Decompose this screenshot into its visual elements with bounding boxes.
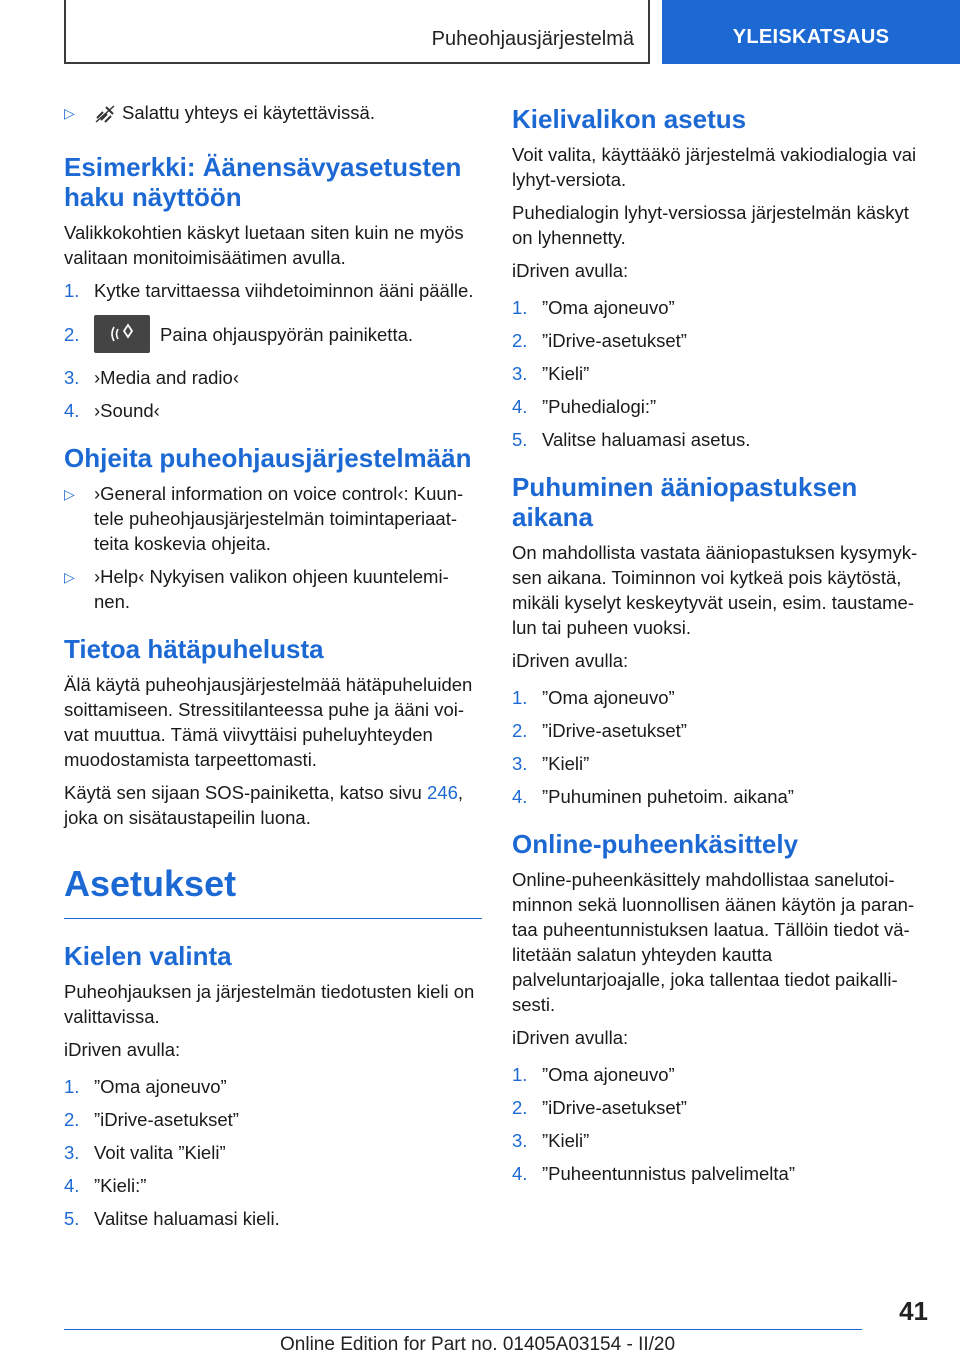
list-item — [512, 784, 930, 809]
step-text: Kytke tarvittaessa viihdetoiminnon ääni päälle. — [94, 280, 474, 301]
page-link[interactable]: 246 — [427, 782, 458, 803]
step-text: ”Oma ajoneuvo” — [542, 687, 675, 708]
idrive-label: iDriven avulla: — [512, 1027, 629, 1048]
step-text: ”Oma ajoneuvo” — [94, 1076, 227, 1097]
heading-settings: Asetukset — [64, 864, 482, 919]
list-item — [64, 1173, 482, 1198]
step-text: ”Kieli” — [542, 1130, 590, 1151]
list-item — [64, 398, 482, 423]
list-item — [64, 315, 482, 353]
step-number: 1. — [64, 1076, 80, 1097]
list-item — [512, 295, 930, 320]
step-number: 3. — [512, 753, 528, 774]
step-text: ”Kieli” — [542, 363, 590, 384]
step-number: 4. — [64, 1175, 80, 1196]
paragraph-sos — [64, 780, 482, 830]
step-number: 4. — [512, 396, 528, 417]
bullet-text: ›General information on voice control‹: Kuun-tele puheohjausjärjestelmän toimintaperiaat-teita koskevia ohjeita. — [94, 483, 464, 554]
step-text: ”iDrive-asetukset” — [542, 1097, 687, 1118]
step-number: 5. — [64, 1208, 80, 1229]
step-number: 5. — [512, 429, 528, 450]
list-item — [64, 1140, 482, 1165]
list-item — [64, 1206, 482, 1231]
step-number: 4. — [512, 786, 528, 807]
step-number: 1. — [64, 280, 80, 301]
sos-text: Käytä sen sijaan SOS-painiketta, katso sivu — [64, 782, 427, 803]
bullet-item — [64, 564, 482, 614]
list-item — [512, 328, 930, 353]
list-item — [64, 278, 482, 303]
voice-control-button-icon — [94, 315, 150, 353]
list-item — [512, 1062, 930, 1087]
paragraph-emergency: Älä käytä puheohjausjärjestelmää hätäpuheluiden soittamiseen. Stressitilanteessa puhe ja ääni voi-vat muuttua. Tämä viivyttäisi puheluyhteyden muodostamista tarpeettomasti. — [64, 674, 473, 770]
step-text: ”Puhuminen puhetoim. aikana” — [542, 786, 794, 807]
paragraph-language: Puheohjauksen ja järjestelmän tiedotusten kieli on valittavissa. — [64, 981, 475, 1027]
heading-dialog: Kielivalikon asetus — [512, 104, 747, 134]
list-item — [64, 1107, 482, 1132]
step-number: 2. — [64, 323, 80, 345]
step-number: 2. — [64, 1109, 80, 1130]
header-box — [64, 0, 650, 64]
step-text: ›Media and radio‹ — [94, 367, 239, 388]
step-text: ”Oma ajoneuvo” — [542, 1064, 675, 1085]
list-item — [64, 365, 482, 390]
step-number: 2. — [512, 1097, 528, 1118]
idrive-label: iDriven avulla: — [512, 260, 629, 281]
heading-example: Esimerkki: Äänensävyasetusten haku näyttöön — [64, 152, 462, 212]
step-number: 3. — [64, 367, 80, 388]
right-column — [512, 100, 930, 1194]
header-title: Puheohjausjärjestelmä — [431, 28, 634, 50]
step-number: 1. — [512, 687, 528, 708]
list-item — [512, 685, 930, 710]
step-text: ”Kieli” — [542, 753, 590, 774]
step-text: ”iDrive-asetukset” — [94, 1109, 239, 1130]
footer-edition: Online Edition for Part no. 01405A03154 - II/20 — [280, 1334, 676, 1355]
list-item — [512, 1161, 930, 1186]
step-text: ”iDrive-asetukset” — [542, 330, 687, 351]
step-text: Paina ohjauspyörän painiketta. — [160, 323, 414, 345]
step-text: ”Oma ajoneuvo” — [542, 297, 675, 318]
step-text: Valitse haluamasi asetus. — [542, 429, 751, 450]
list-item — [512, 1095, 930, 1120]
idrive-label: iDriven avulla: — [64, 1039, 181, 1060]
step-text: ”Puheentunnistus palvelimelta” — [542, 1163, 795, 1184]
bullet-text: ›Help‹ Nykyisen valikon ohjeen kuuntelemi-nen. — [94, 566, 449, 612]
step-text: ›Sound‹ — [94, 400, 160, 421]
heading-language: Kielen valinta — [64, 941, 232, 971]
step-number: 4. — [64, 400, 80, 421]
page-number: 41 — [899, 1296, 928, 1326]
list-item — [512, 427, 930, 452]
paragraph-dialog2: Puhedialogin lyhyt-versiossa järjestelmän käskyt on lyhennetty. — [512, 202, 909, 248]
list-item — [512, 1128, 930, 1153]
paragraph-example: Valikkokohtien käskyt luetaan siten kuin ne myös valitaan monitoimisäätimen avulla. — [64, 222, 464, 268]
step-text: ”iDrive-asetukset” — [542, 720, 687, 741]
triangle-bullet-icon: ▷ — [64, 486, 75, 502]
sos-text-end: , joka on sisätaustapeilin luona. — [64, 782, 464, 828]
heading-hints: Ohjeita puheohjausjärjestelmään — [64, 443, 472, 473]
left-column — [64, 100, 482, 1239]
heading-emergency: Tietoa hätäpuhelusta — [64, 634, 324, 664]
list-item — [64, 1074, 482, 1099]
step-number: 3. — [64, 1142, 80, 1163]
list-item — [512, 394, 930, 419]
step-text: ”Puhedialogi:” — [542, 396, 657, 417]
paragraph-talk: On mahdollista vastata ääniopastuksen kysymyk-sen aikana. Toiminnon voi kytkeä pois käytöstä, mikäli kyselyt keskeytyvät usein, esim. taustame-lun tai puheen vuoksi. — [512, 542, 918, 638]
list-item — [512, 718, 930, 743]
step-number: 2. — [512, 720, 528, 741]
step-number: 2. — [512, 330, 528, 351]
step-number: 1. — [512, 297, 528, 318]
paragraph-dialog1: Voit valita, käyttääkö järjestelmä vakiodialogia vai lyhyt-versiota. — [512, 144, 917, 190]
footer-divider — [64, 1329, 862, 1330]
triangle-bullet-icon: ▷ — [64, 569, 75, 585]
step-number: 3. — [512, 363, 528, 384]
list-item — [512, 361, 930, 386]
section-tab[interactable]: YLEISKATSAUS — [662, 0, 960, 64]
bullet-item — [64, 100, 482, 126]
paragraph-online: Online-puheenkäsittely mahdollistaa sanelutoi-minnon sekä luonnollisen äänen käytön ja paran-taa puheentunnistuksen laatua. Tällöin tiedot vä-litetään salatun yhteyden kautta palveluntarjoajalle, joka tallentaa tiedot paikalli-sesti. — [512, 869, 915, 1015]
bullet-item — [64, 481, 482, 556]
step-number: 1. — [512, 1064, 528, 1085]
step-number: 4. — [512, 1163, 528, 1184]
heading-online: Online-puheenkäsittely — [512, 829, 799, 859]
heading-talk: Puhuminen ääniopastuksen aikana — [512, 472, 858, 532]
bullet-text: Salattu yhteys ei käytettävissä. — [122, 102, 375, 123]
no-encrypted-connection-icon — [94, 104, 116, 124]
step-text: ”Kieli:” — [94, 1175, 147, 1196]
step-text: Valitse haluamasi kieli. — [94, 1208, 280, 1229]
list-item — [512, 751, 930, 776]
step-text: Voit valita ”Kieli” — [94, 1142, 226, 1163]
idrive-label: iDriven avulla: — [512, 650, 629, 671]
step-number: 3. — [512, 1130, 528, 1151]
triangle-bullet-icon: ▷ — [64, 105, 75, 121]
